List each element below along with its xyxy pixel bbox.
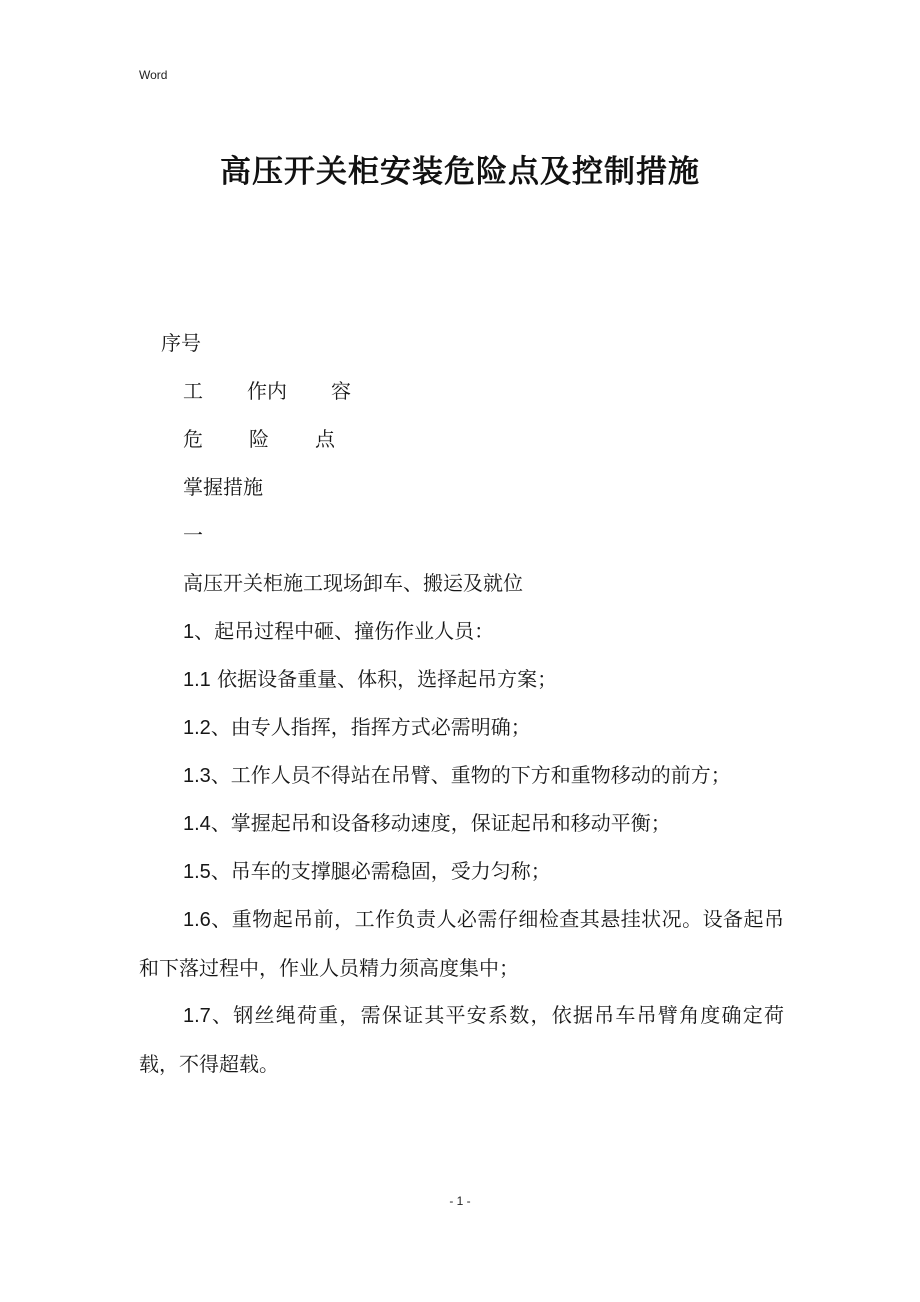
section-number: 一: [183, 523, 203, 547]
section-title: 高压开关柜施工现场卸车、搬运及就位: [183, 571, 523, 595]
page-number: - 1 -: [449, 1194, 471, 1208]
item-number: 1.2: [183, 717, 211, 739]
header-work-content: [183, 379, 351, 403]
list-item: [183, 667, 557, 692]
header-seq: 序号: [161, 331, 201, 355]
header-hazard-part-1: 危: [183, 427, 203, 451]
header-hazard-part-2: 险: [249, 427, 269, 451]
header-work-content-part-1: 工: [183, 379, 203, 403]
list-item: [183, 763, 731, 788]
header-measures: 掌握措施: [183, 475, 263, 499]
item-text: 、钢丝绳荷重，需保证其平安系数，依据吊车吊臂角度确定荷载，不得超载。: [139, 1003, 784, 1076]
item-number: 1.3: [183, 765, 211, 787]
list-item: [183, 811, 671, 836]
item-number: 1.6: [183, 909, 211, 931]
list-item: [183, 715, 531, 740]
item-text: 、由专人指挥，指挥方式必需明确；: [210, 715, 531, 739]
item-number: 1.1: [183, 669, 211, 691]
item-number: 1: [183, 621, 195, 643]
item-text: 、吊车的支撑腿必需稳固，受力匀称；: [210, 859, 551, 883]
item-text: 、起吊过程中砸、撞伤作业人员：: [194, 619, 495, 643]
document-title: 高压开关柜安装危险点及控制措施: [220, 154, 700, 190]
item-text: 依据设备重量、体积，选择起吊方案；: [210, 667, 558, 691]
list-item: [139, 895, 784, 992]
item-number: 1.7: [183, 1005, 211, 1027]
header-hazard-part-3: 点: [315, 427, 335, 451]
header-work-content-part-3: 容: [331, 379, 351, 403]
item-number: 1.5: [183, 861, 211, 883]
header-work-content-part-2: 作内: [247, 379, 287, 403]
list-item: [183, 619, 494, 644]
header-hazard: [183, 427, 335, 451]
item-text: 、掌握起吊和设备移动速度，保证起吊和移动平衡；: [210, 811, 671, 835]
item-number: 1.4: [183, 813, 211, 835]
header-label: Word: [139, 68, 168, 82]
list-item: [183, 859, 551, 884]
item-text: 、工作人员不得站在吊臂、重物的下方和重物移动的前方；: [210, 763, 731, 787]
list-item: [139, 991, 784, 1088]
item-text: 、重物起吊前，工作负责人必需仔细检查其悬挂状况。设备起吊和下落过程中，作业人员精力须高度集中；: [139, 907, 784, 980]
